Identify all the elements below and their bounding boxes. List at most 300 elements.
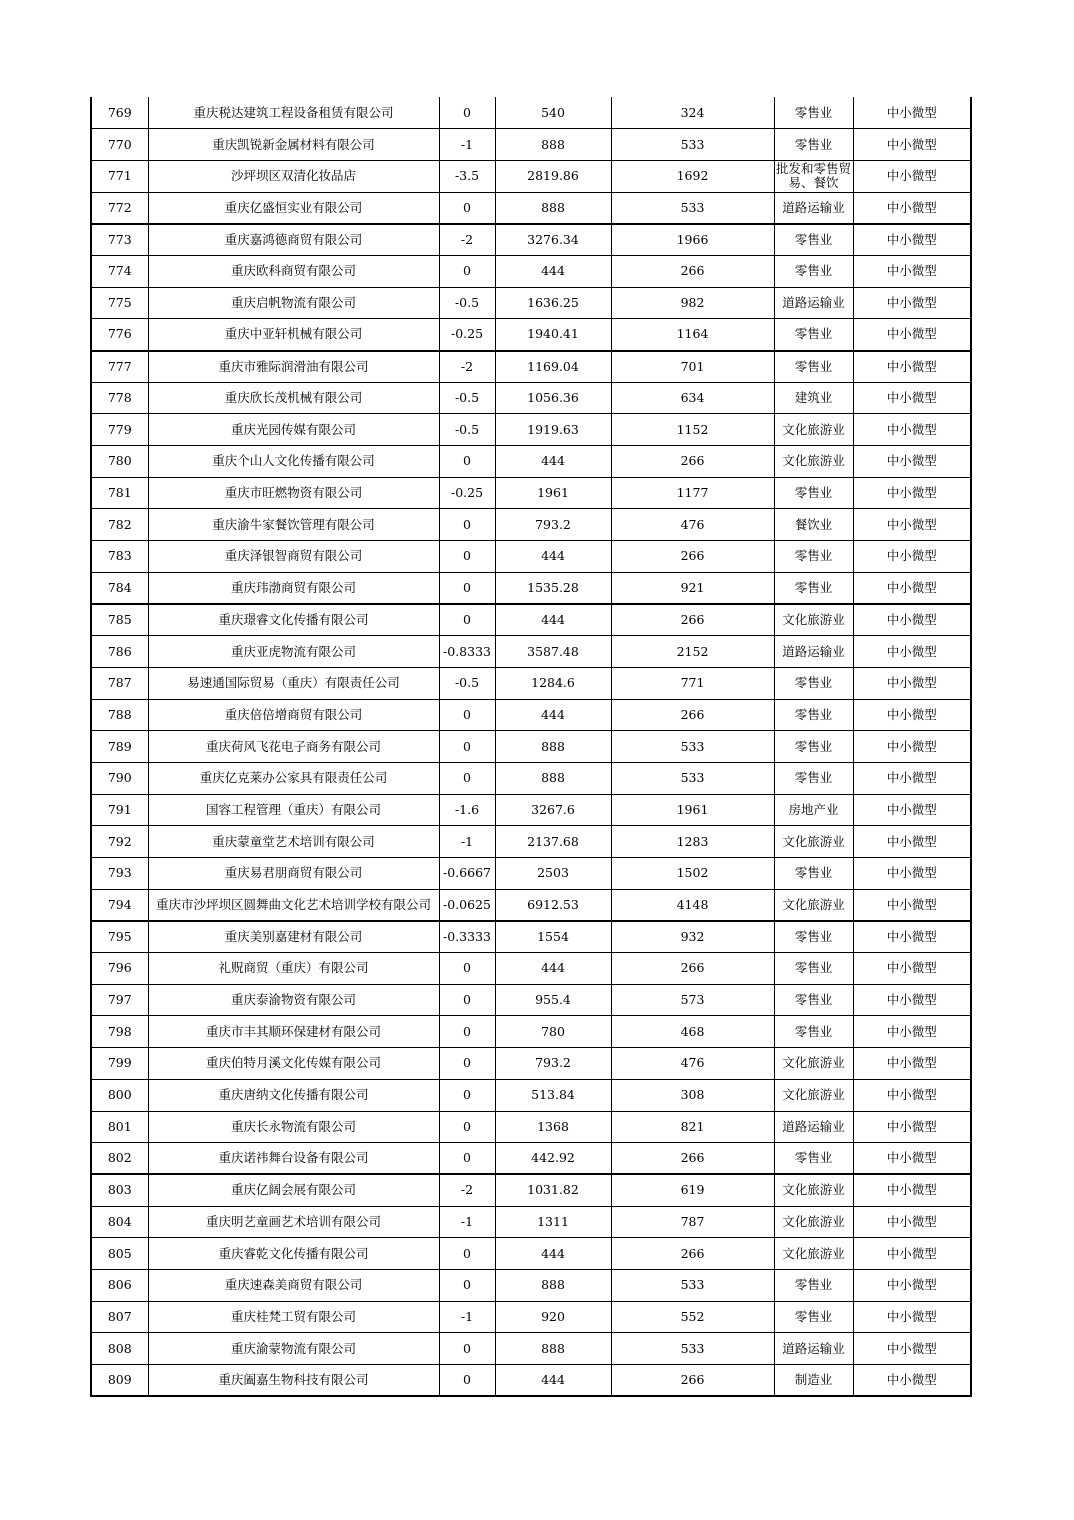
row-number-cell: 775 <box>91 287 148 319</box>
table-row <box>91 858 971 890</box>
value-c-cell: 2152 <box>611 636 774 668</box>
table-row <box>91 351 971 383</box>
value-b-cell: 1636.25 <box>495 287 611 319</box>
table-row <box>91 667 971 699</box>
industry-cell: 零售业 <box>774 762 853 794</box>
row-number-cell: 785 <box>91 604 148 636</box>
table-row <box>91 414 971 446</box>
company-name-cell: 重庆美别嘉建材有限公司 <box>148 921 439 953</box>
enterprise-type-cell: 中小微型 <box>853 224 971 256</box>
value-c-cell: 4148 <box>611 889 774 921</box>
row-number-cell: 773 <box>91 224 148 256</box>
table-row <box>91 97 971 129</box>
enterprise-type-cell: 中小微型 <box>853 1079 971 1111</box>
company-name-cell: 重庆凯锐新金属材料有限公司 <box>148 129 439 161</box>
industry-cell: 文化旅游业 <box>774 1238 853 1270</box>
industry-cell: 零售业 <box>774 1269 853 1301</box>
row-number-cell: 793 <box>91 858 148 890</box>
table-body <box>91 97 971 1396</box>
value-a-cell: 0 <box>439 1111 495 1143</box>
value-c-cell: 634 <box>611 382 774 414</box>
value-c-cell: 533 <box>611 762 774 794</box>
value-c-cell: 266 <box>611 255 774 287</box>
enterprise-type-cell: 中小微型 <box>853 921 971 953</box>
enterprise-type-cell: 中小微型 <box>853 541 971 573</box>
value-c-cell: 533 <box>611 129 774 161</box>
industry-cell: 道路运输业 <box>774 192 853 224</box>
industry-cell: 零售业 <box>774 1143 853 1175</box>
company-name-cell: 重庆嘉鸿德商贸有限公司 <box>148 224 439 256</box>
value-c-cell: 1164 <box>611 319 774 351</box>
enterprise-type-cell: 中小微型 <box>853 699 971 731</box>
value-a-cell: 0 <box>439 572 495 604</box>
table-row <box>91 1365 971 1397</box>
company-name-cell: 重庆税达建筑工程设备租赁有限公司 <box>148 97 439 129</box>
value-c-cell: 266 <box>611 1365 774 1397</box>
company-name-cell: 易速通国际贸易（重庆）有限责任公司 <box>148 667 439 699</box>
enterprise-type-cell: 中小微型 <box>853 984 971 1016</box>
industry-cell: 文化旅游业 <box>774 446 853 478</box>
table-row <box>91 794 971 826</box>
company-name-cell: 重庆中亚轩机械有限公司 <box>148 319 439 351</box>
industry-cell: 零售业 <box>774 572 853 604</box>
value-b-cell: 444 <box>495 541 611 573</box>
table-row <box>91 921 971 953</box>
value-c-cell: 771 <box>611 667 774 699</box>
enterprise-type-cell: 中小微型 <box>853 192 971 224</box>
value-c-cell: 476 <box>611 509 774 541</box>
industry-cell: 零售业 <box>774 351 853 383</box>
enterprise-type-cell: 中小微型 <box>853 382 971 414</box>
company-name-cell: 重庆光园传媒有限公司 <box>148 414 439 446</box>
row-number-cell: 783 <box>91 541 148 573</box>
row-number-cell: 784 <box>91 572 148 604</box>
table-row <box>91 160 971 192</box>
table-row <box>91 1143 971 1175</box>
company-name-cell: 重庆渝牛家餐饮管理有限公司 <box>148 509 439 541</box>
enterprise-type-cell: 中小微型 <box>853 1143 971 1175</box>
value-b-cell: 1311 <box>495 1206 611 1238</box>
company-name-cell: 重庆诺祎舞台设备有限公司 <box>148 1143 439 1175</box>
enterprise-type-cell: 中小微型 <box>853 351 971 383</box>
company-name-cell: 重庆泰渝物资有限公司 <box>148 984 439 1016</box>
industry-cell: 文化旅游业 <box>774 889 853 921</box>
value-c-cell: 266 <box>611 446 774 478</box>
row-number-cell: 806 <box>91 1269 148 1301</box>
industry-cell: 零售业 <box>774 255 853 287</box>
company-name-cell: 重庆倍倍增商贸有限公司 <box>148 699 439 731</box>
value-b-cell: 1056.36 <box>495 382 611 414</box>
company-name-cell: 重庆唐纳文化传播有限公司 <box>148 1079 439 1111</box>
industry-cell: 零售业 <box>774 1301 853 1333</box>
enterprise-type-cell: 中小微型 <box>853 255 971 287</box>
table-row <box>91 762 971 794</box>
industry-cell: 零售业 <box>774 224 853 256</box>
value-a-cell: -0.0625 <box>439 889 495 921</box>
value-a-cell: -0.25 <box>439 477 495 509</box>
value-a-cell: 0 <box>439 699 495 731</box>
value-c-cell: 1692 <box>611 160 774 192</box>
table-row <box>91 1333 971 1365</box>
value-b-cell: 1368 <box>495 1111 611 1143</box>
row-number-cell: 777 <box>91 351 148 383</box>
company-name-cell: 重庆速森美商贸有限公司 <box>148 1269 439 1301</box>
company-name-cell: 重庆亿盛恒实业有限公司 <box>148 192 439 224</box>
table-row <box>91 572 971 604</box>
table-row <box>91 1269 971 1301</box>
company-name-cell: 重庆亿阔会展有限公司 <box>148 1174 439 1206</box>
value-b-cell: 3267.6 <box>495 794 611 826</box>
row-number-cell: 774 <box>91 255 148 287</box>
industry-cell: 零售业 <box>774 731 853 763</box>
value-b-cell: 955.4 <box>495 984 611 1016</box>
value-c-cell: 533 <box>611 192 774 224</box>
industry-cell: 文化旅游业 <box>774 1048 853 1080</box>
company-name-cell: 重庆亿克莱办公家具有限责任公司 <box>148 762 439 794</box>
industry-cell: 文化旅游业 <box>774 826 853 858</box>
enterprise-type-cell: 中小微型 <box>853 1206 971 1238</box>
row-number-cell: 778 <box>91 382 148 414</box>
industry-cell: 零售业 <box>774 858 853 890</box>
row-number-cell: 803 <box>91 1174 148 1206</box>
table-row <box>91 224 971 256</box>
value-c-cell: 1961 <box>611 794 774 826</box>
company-name-cell: 重庆市旺燃物资有限公司 <box>148 477 439 509</box>
value-b-cell: 1940.41 <box>495 319 611 351</box>
value-c-cell: 1177 <box>611 477 774 509</box>
enterprise-type-cell: 中小微型 <box>853 572 971 604</box>
row-number-cell: 779 <box>91 414 148 446</box>
value-c-cell: 921 <box>611 572 774 604</box>
industry-cell: 道路运输业 <box>774 1111 853 1143</box>
row-number-cell: 791 <box>91 794 148 826</box>
industry-cell: 零售业 <box>774 921 853 953</box>
value-c-cell: 468 <box>611 1016 774 1048</box>
enterprise-type-cell: 中小微型 <box>853 319 971 351</box>
enterprise-type-cell: 中小微型 <box>853 1301 971 1333</box>
company-name-cell: 重庆易君朋商贸有限公司 <box>148 858 439 890</box>
value-b-cell: 1535.28 <box>495 572 611 604</box>
industry-cell: 零售业 <box>774 129 853 161</box>
company-name-cell: 礼贶商贸（重庆）有限公司 <box>148 953 439 985</box>
row-number-cell: 769 <box>91 97 148 129</box>
value-c-cell: 266 <box>611 699 774 731</box>
table-row <box>91 1111 971 1143</box>
value-c-cell: 982 <box>611 287 774 319</box>
value-c-cell: 533 <box>611 1333 774 1365</box>
value-c-cell: 476 <box>611 1048 774 1080</box>
row-number-cell: 807 <box>91 1301 148 1333</box>
value-c-cell: 266 <box>611 541 774 573</box>
industry-cell: 餐饮业 <box>774 509 853 541</box>
row-number-cell: 800 <box>91 1079 148 1111</box>
table-row <box>91 477 971 509</box>
industry-cell: 零售业 <box>774 477 853 509</box>
industry-cell: 零售业 <box>774 699 853 731</box>
value-b-cell: 444 <box>495 699 611 731</box>
enterprise-type-cell: 中小微型 <box>853 667 971 699</box>
value-a-cell: -0.8333 <box>439 636 495 668</box>
company-name-cell: 重庆个山人文化传播有限公司 <box>148 446 439 478</box>
table-row <box>91 1174 971 1206</box>
enterprise-type-cell: 中小微型 <box>853 1174 971 1206</box>
row-number-cell: 796 <box>91 953 148 985</box>
value-a-cell: 0 <box>439 1269 495 1301</box>
value-a-cell: -0.3333 <box>439 921 495 953</box>
row-number-cell: 808 <box>91 1333 148 1365</box>
enterprise-type-cell: 中小微型 <box>853 1238 971 1270</box>
row-number-cell: 794 <box>91 889 148 921</box>
value-a-cell: 0 <box>439 1079 495 1111</box>
enterprise-type-cell: 中小微型 <box>853 446 971 478</box>
row-number-cell: 772 <box>91 192 148 224</box>
value-b-cell: 920 <box>495 1301 611 1333</box>
value-a-cell: 0 <box>439 541 495 573</box>
value-b-cell: 888 <box>495 731 611 763</box>
company-name-cell: 沙坪坝区双清化妆品店 <box>148 160 439 192</box>
company-name-cell: 重庆荷风飞花电子商务有限公司 <box>148 731 439 763</box>
table-row <box>91 984 971 1016</box>
row-number-cell: 797 <box>91 984 148 1016</box>
row-number-cell: 782 <box>91 509 148 541</box>
value-c-cell: 324 <box>611 97 774 129</box>
industry-cell: 零售业 <box>774 1016 853 1048</box>
value-a-cell: 0 <box>439 192 495 224</box>
value-a-cell: 0 <box>439 255 495 287</box>
table-row <box>91 287 971 319</box>
value-a-cell: 0 <box>439 1048 495 1080</box>
value-b-cell: 3587.48 <box>495 636 611 668</box>
company-name-cell: 重庆阖嘉生物科技有限公司 <box>148 1365 439 1397</box>
enterprise-type-cell: 中小微型 <box>853 762 971 794</box>
company-name-cell: 重庆渝蒙物流有限公司 <box>148 1333 439 1365</box>
value-b-cell: 793.2 <box>495 1048 611 1080</box>
company-name-cell: 重庆伯特月溪文化传媒有限公司 <box>148 1048 439 1080</box>
value-b-cell: 2137.68 <box>495 826 611 858</box>
value-c-cell: 552 <box>611 1301 774 1333</box>
company-name-cell: 重庆玮渤商贸有限公司 <box>148 572 439 604</box>
value-b-cell: 444 <box>495 446 611 478</box>
enterprise-type-cell: 中小微型 <box>853 1365 971 1397</box>
enterprise-type-cell: 中小微型 <box>853 160 971 192</box>
row-number-cell: 771 <box>91 160 148 192</box>
value-c-cell: 1152 <box>611 414 774 446</box>
value-a-cell: 0 <box>439 762 495 794</box>
industry-cell: 零售业 <box>774 541 853 573</box>
value-a-cell: 0 <box>439 1143 495 1175</box>
enterprise-type-cell: 中小微型 <box>853 509 971 541</box>
company-name-cell: 重庆泽银智商贸有限公司 <box>148 541 439 573</box>
value-b-cell: 888 <box>495 1333 611 1365</box>
value-b-cell: 793.2 <box>495 509 611 541</box>
industry-cell: 文化旅游业 <box>774 604 853 636</box>
value-b-cell: 444 <box>495 255 611 287</box>
row-number-cell: 776 <box>91 319 148 351</box>
table-row <box>91 731 971 763</box>
industry-cell: 零售业 <box>774 984 853 1016</box>
table-row <box>91 541 971 573</box>
enterprise-type-cell: 中小微型 <box>853 826 971 858</box>
enterprise-type-cell: 中小微型 <box>853 889 971 921</box>
value-b-cell: 2503 <box>495 858 611 890</box>
value-b-cell: 1284.6 <box>495 667 611 699</box>
value-c-cell: 619 <box>611 1174 774 1206</box>
row-number-cell: 788 <box>91 699 148 731</box>
value-c-cell: 266 <box>611 953 774 985</box>
value-b-cell: 444 <box>495 604 611 636</box>
row-number-cell: 809 <box>91 1365 148 1397</box>
row-number-cell: 780 <box>91 446 148 478</box>
table-row <box>91 953 971 985</box>
enterprise-type-cell: 中小微型 <box>853 1048 971 1080</box>
table-row <box>91 1016 971 1048</box>
value-b-cell: 1554 <box>495 921 611 953</box>
value-a-cell: -1.6 <box>439 794 495 826</box>
value-b-cell: 444 <box>495 1365 611 1397</box>
table-row <box>91 446 971 478</box>
value-b-cell: 888 <box>495 129 611 161</box>
value-b-cell: 1961 <box>495 477 611 509</box>
enterprise-type-cell: 中小微型 <box>853 794 971 826</box>
value-b-cell: 888 <box>495 762 611 794</box>
table-row <box>91 129 971 161</box>
table-row <box>91 889 971 921</box>
value-a-cell: 0 <box>439 509 495 541</box>
value-a-cell: 0 <box>439 446 495 478</box>
value-c-cell: 266 <box>611 1143 774 1175</box>
value-a-cell: -1 <box>439 129 495 161</box>
industry-cell: 零售业 <box>774 953 853 985</box>
row-number-cell: 802 <box>91 1143 148 1175</box>
industry-cell: 建筑业 <box>774 382 853 414</box>
value-a-cell: 0 <box>439 984 495 1016</box>
industry-cell: 文化旅游业 <box>774 414 853 446</box>
value-b-cell: 888 <box>495 1269 611 1301</box>
row-number-cell: 795 <box>91 921 148 953</box>
value-b-cell: 1919.63 <box>495 414 611 446</box>
industry-cell: 道路运输业 <box>774 636 853 668</box>
enterprise-type-cell: 中小微型 <box>853 1111 971 1143</box>
enterprise-type-cell: 中小微型 <box>853 636 971 668</box>
value-a-cell: -0.5 <box>439 414 495 446</box>
company-name-cell: 重庆欣长茂机械有限公司 <box>148 382 439 414</box>
enterprise-type-cell: 中小微型 <box>853 129 971 161</box>
industry-cell: 道路运输业 <box>774 287 853 319</box>
enterprise-type-cell: 中小微型 <box>853 858 971 890</box>
value-a-cell: 0 <box>439 953 495 985</box>
table-row <box>91 509 971 541</box>
table-row <box>91 319 971 351</box>
company-name-cell: 国容工程管理（重庆）有限公司 <box>148 794 439 826</box>
table-row <box>91 699 971 731</box>
enterprise-type-cell: 中小微型 <box>853 1269 971 1301</box>
value-c-cell: 533 <box>611 1269 774 1301</box>
value-c-cell: 1966 <box>611 224 774 256</box>
value-c-cell: 573 <box>611 984 774 1016</box>
value-b-cell: 6912.53 <box>495 889 611 921</box>
table-row <box>91 255 971 287</box>
company-name-cell: 重庆欧科商贸有限公司 <box>148 255 439 287</box>
value-b-cell: 1169.04 <box>495 351 611 383</box>
company-name-cell: 重庆启帆物流有限公司 <box>148 287 439 319</box>
industry-cell: 文化旅游业 <box>774 1079 853 1111</box>
industry-cell: 零售业 <box>774 319 853 351</box>
value-a-cell: 0 <box>439 731 495 763</box>
enterprise-type-cell: 中小微型 <box>853 731 971 763</box>
row-number-cell: 781 <box>91 477 148 509</box>
company-name-cell: 重庆睿乾文化传播有限公司 <box>148 1238 439 1270</box>
industry-cell: 房地产业 <box>774 794 853 826</box>
table-row <box>91 1238 971 1270</box>
industry-cell: 制造业 <box>774 1365 853 1397</box>
table-row <box>91 604 971 636</box>
table-row <box>91 1048 971 1080</box>
industry-cell: 文化旅游业 <box>774 1174 853 1206</box>
value-a-cell: -0.5 <box>439 382 495 414</box>
value-b-cell: 2819.86 <box>495 160 611 192</box>
company-name-cell: 重庆桂梵工贸有限公司 <box>148 1301 439 1333</box>
row-number-cell: 786 <box>91 636 148 668</box>
value-c-cell: 308 <box>611 1079 774 1111</box>
table-row <box>91 1206 971 1238</box>
value-b-cell: 780 <box>495 1016 611 1048</box>
industry-cell: 道路运输业 <box>774 1333 853 1365</box>
value-a-cell: -2 <box>439 224 495 256</box>
table-row <box>91 382 971 414</box>
company-name-cell: 重庆璟睿文化传播有限公司 <box>148 604 439 636</box>
enterprise-type-cell: 中小微型 <box>853 953 971 985</box>
value-a-cell: -1 <box>439 1206 495 1238</box>
row-number-cell: 790 <box>91 762 148 794</box>
row-number-cell: 770 <box>91 129 148 161</box>
table-row <box>91 826 971 858</box>
value-c-cell: 1502 <box>611 858 774 890</box>
value-a-cell: -0.5 <box>439 667 495 699</box>
industry-cell: 零售业 <box>774 667 853 699</box>
row-number-cell: 804 <box>91 1206 148 1238</box>
table-row <box>91 192 971 224</box>
value-a-cell: -0.25 <box>439 319 495 351</box>
value-b-cell: 3276.34 <box>495 224 611 256</box>
enterprise-type-cell: 中小微型 <box>853 1333 971 1365</box>
enterprise-type-cell: 中小微型 <box>853 1016 971 1048</box>
value-c-cell: 1283 <box>611 826 774 858</box>
value-a-cell: 0 <box>439 604 495 636</box>
row-number-cell: 787 <box>91 667 148 699</box>
company-name-cell: 重庆长永物流有限公司 <box>148 1111 439 1143</box>
value-b-cell: 444 <box>495 1238 611 1270</box>
company-name-cell: 重庆蒙童堂艺术培训有限公司 <box>148 826 439 858</box>
value-a-cell: -0.6667 <box>439 858 495 890</box>
value-a-cell: -1 <box>439 826 495 858</box>
value-b-cell: 540 <box>495 97 611 129</box>
enterprise-type-cell: 中小微型 <box>853 97 971 129</box>
enterprise-type-cell: 中小微型 <box>853 287 971 319</box>
value-c-cell: 701 <box>611 351 774 383</box>
value-a-cell: -3.5 <box>439 160 495 192</box>
industry-cell: 零售业 <box>774 97 853 129</box>
value-b-cell: 888 <box>495 192 611 224</box>
value-c-cell: 821 <box>611 1111 774 1143</box>
company-name-cell: 重庆明艺童画艺术培训有限公司 <box>148 1206 439 1238</box>
row-number-cell: 792 <box>91 826 148 858</box>
company-name-cell: 重庆市丰其顺环保建材有限公司 <box>148 1016 439 1048</box>
value-c-cell: 787 <box>611 1206 774 1238</box>
table-row <box>91 636 971 668</box>
value-a-cell: 0 <box>439 1333 495 1365</box>
value-a-cell: 0 <box>439 1016 495 1048</box>
row-number-cell: 801 <box>91 1111 148 1143</box>
